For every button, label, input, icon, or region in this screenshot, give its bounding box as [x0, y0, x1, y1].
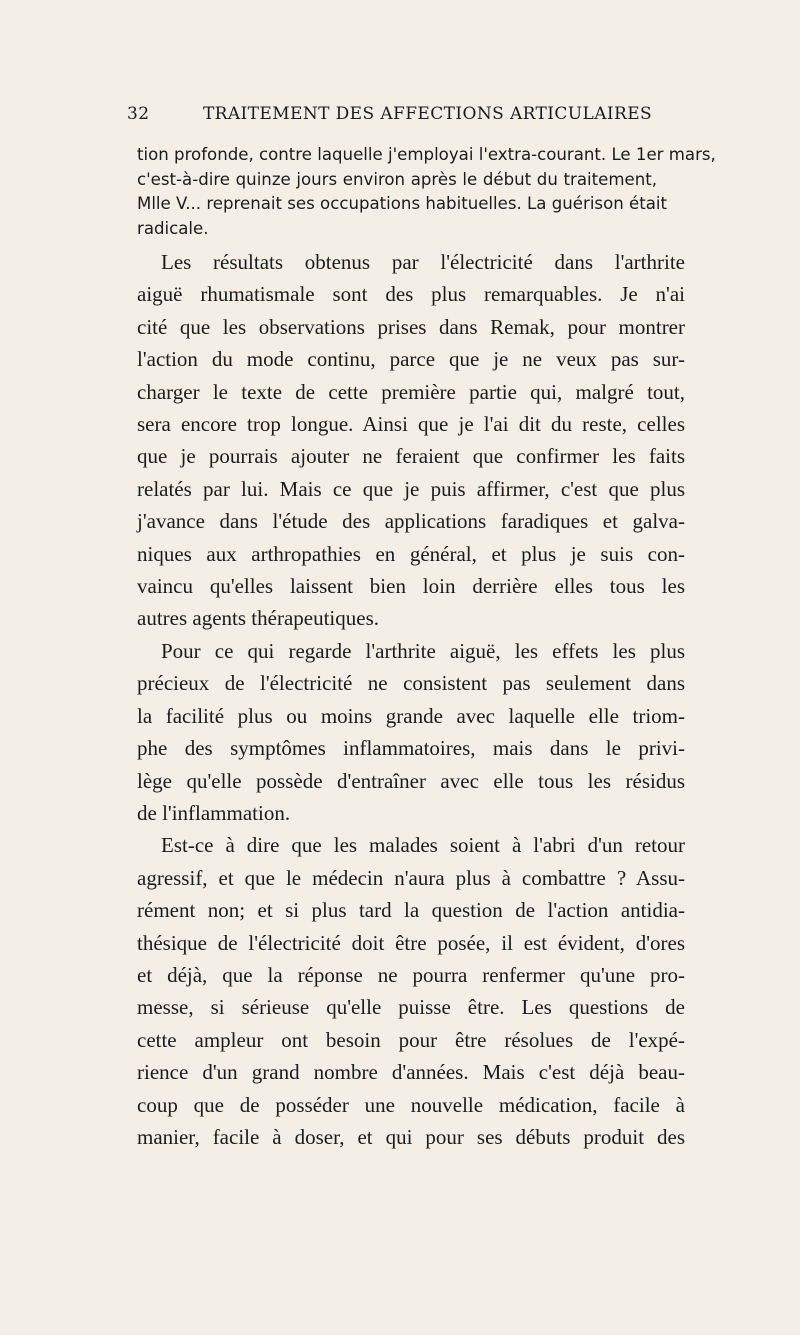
text-line: aiguë rhumatismale sont des plus remarquables. Je n'ai — [137, 282, 685, 307]
text-line: agressif, et que le médecin n'aura plus à combattre ? Assu- — [137, 865, 685, 890]
text-line: précieux de l'électricité ne consistent pas seulement dans — [137, 671, 685, 696]
text-line: que je pourrais ajouter ne feraient que confirmer les faits — [137, 444, 685, 469]
text-line: c'est-à-dire quinze jours environ après le début du traitement, — [137, 169, 657, 189]
text-line: l'action du mode continu, parce que je ne veux pas sur- — [137, 347, 685, 372]
text-line: autres agents thérapeutiques. — [137, 606, 379, 631]
text-line: charger le texte de cette première partie qui, malgré tout, — [137, 379, 685, 404]
text-line: Mlle V... reprenait ses occupations habituelles. La guérison était — [137, 194, 668, 214]
text-line: phe des symptômes inflammatoires, mais dans le privi- — [137, 736, 685, 761]
text-line: et déjà, que la réponse ne pourra renfermer qu'une pro- — [137, 962, 685, 987]
text-line: de l'inflammation. — [137, 800, 291, 825]
body-text — [137, 246, 685, 1153]
text-line: tion profonde, contre laquelle j'employai l'extra-courant. Le 1er mars, — [137, 145, 716, 164]
text-line: radicale. — [137, 218, 209, 238]
text-line: thésique de l'électricité doit être posée, il est évident, d'ores — [137, 930, 685, 955]
text-line: Est-ce à dire que les malades soient à l'abri d'un retour — [161, 833, 685, 858]
text-line: la facilité plus ou moins grande avec laquelle elle triom- — [137, 703, 685, 728]
running-title: TRAITEMENT DES AFFECTIONS ARTICULAIRES — [202, 104, 653, 124]
text-line: vaincu qu'elles laissent bien loin derrière elles tous les — [137, 574, 685, 599]
text-line: messe, si sérieuse qu'elle puisse être. Les questions de — [137, 995, 685, 1020]
text-line: relatés par lui. Mais ce que je puis affirmer, c'est que plus — [137, 476, 685, 501]
text-line: cité que les observations prises dans Remak, pour montrer — [137, 314, 685, 339]
text-line: Les résultats obtenus par l'électricité dans l'arthrite — [161, 250, 685, 274]
text-line: manier, facile à doser, et qui pour ses débuts produit des — [137, 1124, 685, 1149]
text-line: coup que de posséder une nouvelle médication, facile à — [137, 1092, 685, 1117]
text-line: lège qu'elle possède d'entraîner avec elle tous les résidus — [137, 768, 685, 793]
text-line: j'avance dans l'étude des applications faradiques et galva- — [137, 509, 685, 534]
text-line: Pour ce qui regarde l'arthrite aiguë, les effets les plus — [161, 638, 685, 663]
page-number: 32 — [127, 104, 150, 124]
text-line: cette ampleur ont besoin pour être résolues de l'expé- — [137, 1027, 685, 1052]
text-line: rément non; et si plus tard la question de l'action antidia- — [137, 898, 685, 923]
text-line: rience d'un grand nombre d'années. Mais c'est déjà beau- — [137, 1060, 685, 1085]
text-line: sera encore trop longue. Ainsi que je l'ai dit du reste, celles — [137, 412, 685, 437]
page-header — [125, 100, 700, 130]
intro-paragraph — [137, 143, 716, 241]
text-line: niques aux arthropathies en général, et plus je suis con- — [137, 541, 685, 566]
